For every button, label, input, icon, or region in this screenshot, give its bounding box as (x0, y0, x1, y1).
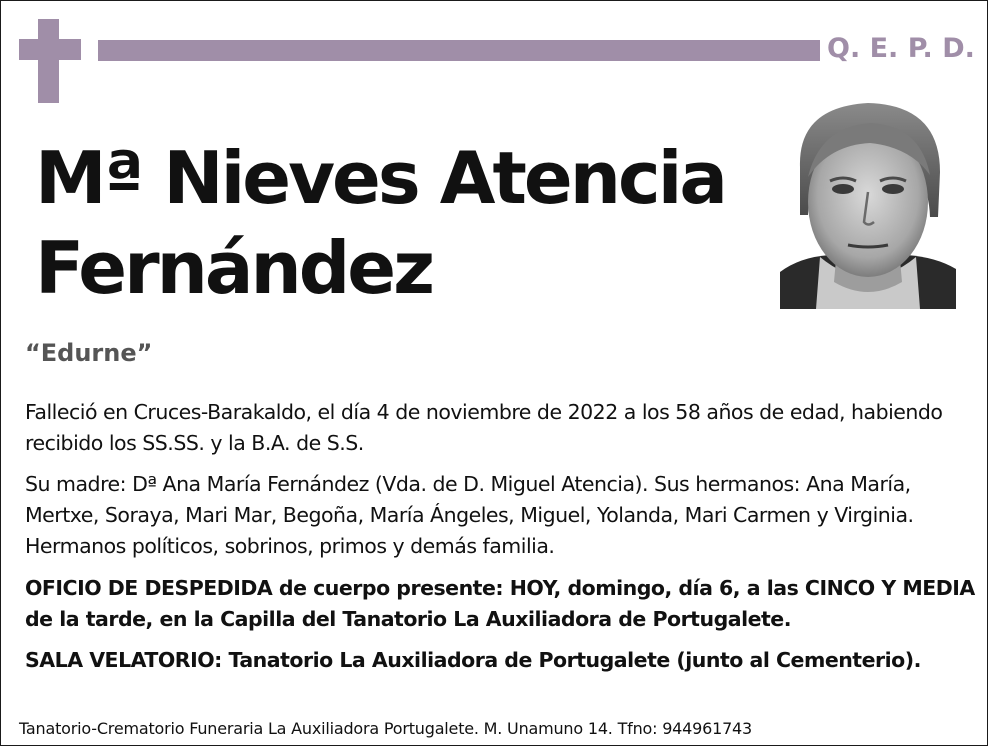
deceased-name: Mª Nieves Atencia Fernández (35, 136, 725, 310)
wake-room-info: SALA VELATORIO: Tanatorio La Auxiliadora de Portugalete (junto al Cementerio). (25, 648, 921, 672)
portrait-photo-image (780, 97, 956, 309)
qepd-label: Q. E. P. D. (827, 33, 975, 64)
cross-icon-bar (19, 39, 81, 60)
cross-icon (38, 19, 59, 103)
portrait-photo (780, 97, 956, 309)
family-list: Su madre: Dª Ana María Fernández (Vda. de D. Miguel Atencia). Sus hermanos: Ana María, Mertxe, Soraya, Mari Mar, Begoña, María Ángeles, Miguel, Yolanda, Mari Carmen y Virginia. Hermanos políticos, sobrinos, primos y demás familia. (25, 472, 914, 558)
death-announcement: Falleció en Cruces-Barakaldo, el día 4 de noviembre de 2022 a los 58 años de edad, habiendo recibido los SS.SS. y la B.A. de S.S. (25, 400, 943, 455)
deceased-nickname: “Edurne” (25, 339, 153, 367)
header-band (98, 40, 820, 61)
funeral-service-info: OFICIO DE DESPEDIDA de cuerpo presente: HOY, domingo, día 6, a las CINCO Y MEDIA de la tarde, en la Capilla del Tanatorio La Auxiliadora de Portugalete. (25, 576, 975, 631)
funeral-home-footer: Tanatorio-Crematorio Funeraria La Auxiliadora Portugalete. M. Unamuno 14. Tfno: 944961743 (19, 719, 753, 738)
